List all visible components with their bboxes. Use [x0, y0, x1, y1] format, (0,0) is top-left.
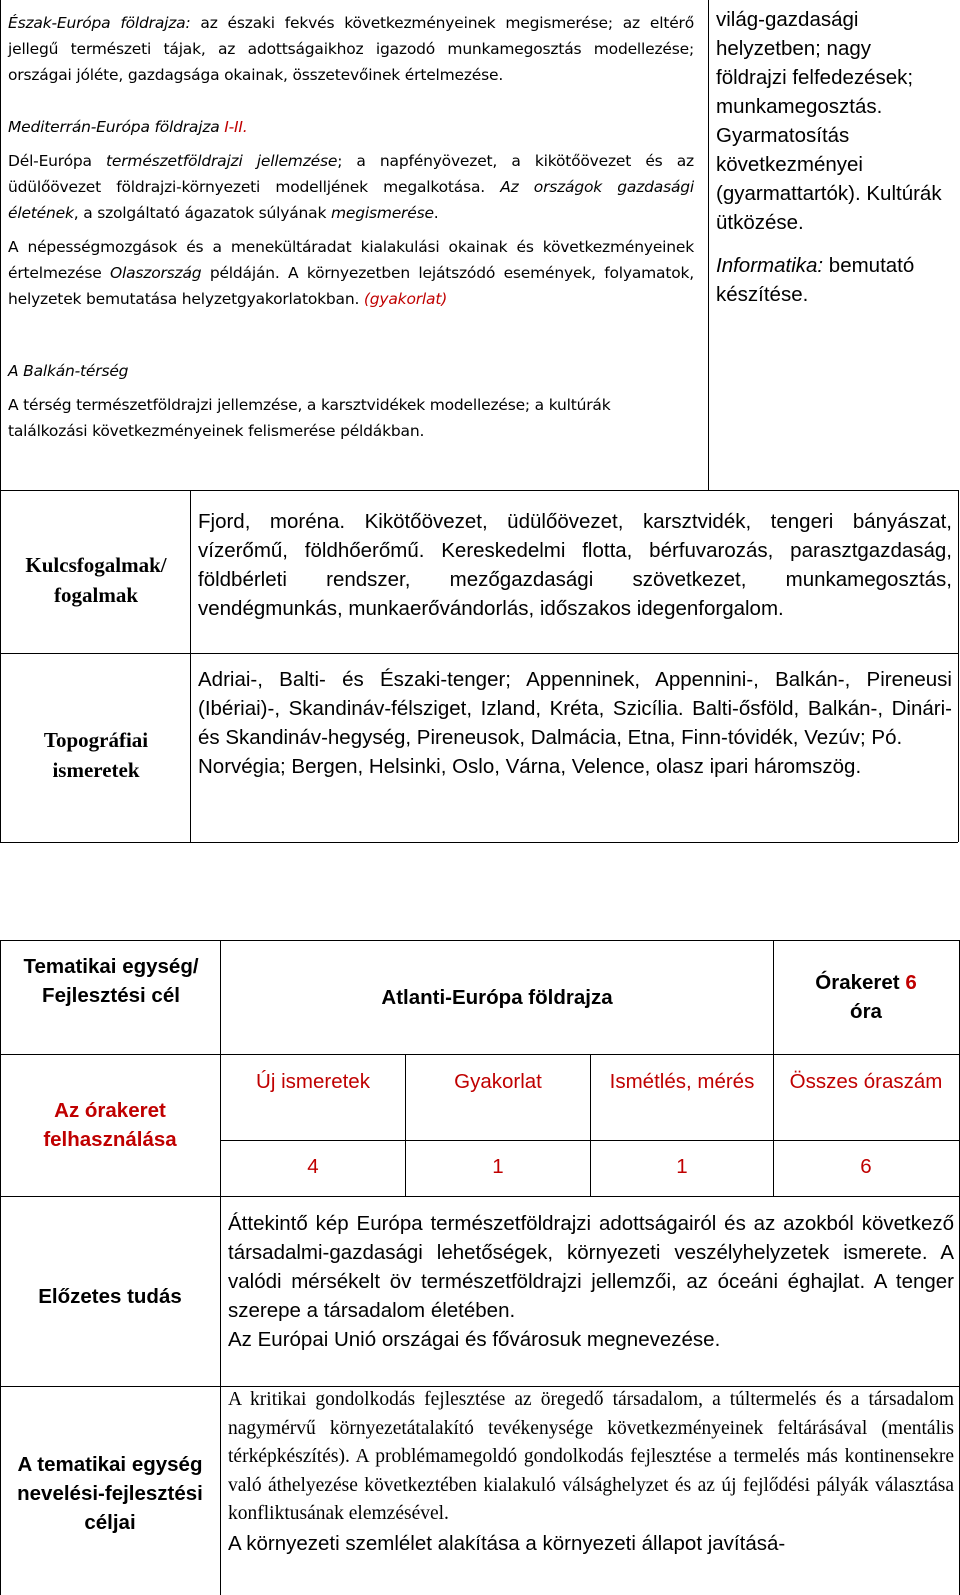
- usage-value-new: 4: [307, 1155, 319, 1178]
- key-concepts-text: Fjord, moréna. Kikötőövezet, üdülőövezet, karsztvidék, tengeri bányászat, vízerőmű, földhőerőmű. Kereskedelmi flotta, bérfuvarozás, parasztgazdaság, földbérleti rendszer, mezőgazdasági szövetkezet, munkamegosztás, vendégmunkás, munkaerővándorlás, időszakos idegenforgalom.: [198, 510, 952, 620]
- usage-value-total: 6: [860, 1155, 872, 1178]
- usage-value-practice: 1: [492, 1155, 504, 1178]
- prior-knowledge-label: Előzetes tudás: [38, 1285, 182, 1308]
- hours-frame: [786, 968, 946, 1026]
- unit-label: Tematikai egység/ Fejlesztési cél: [23, 955, 199, 1007]
- balkan-title: A Balkán-térség: [8, 362, 129, 380]
- top-right-text: világ-gazdasági helyzetben; nagy földrajzi felfedezések; munkamegosztás. Gyarmatosítás következményei (gyarmattartók). Kultúrák ütközése.: [716, 8, 942, 234]
- south-europe-paragraph: Dél-Európa természetföldrajzi jellemzése; a napfényövezet, a kikötőövezet és az üdülőövezet földrajzi-környezeti modelljének megalkotása. Az országok gazdasági életének, a szolgáltató ágazatok súlyának megismerése.: [8, 152, 694, 222]
- unit-title: Atlanti-Európa földrajza: [381, 986, 613, 1009]
- usage-header-review: Ismétlés, mérés: [609, 1070, 755, 1093]
- usage-header-total: Összes óraszám: [789, 1070, 943, 1093]
- informatics-note: Informatika: bemutató készítése.: [716, 254, 915, 306]
- key-concepts-label: Kulcsfogalmak/ fogalmak: [25, 553, 167, 607]
- hours-value: 6: [905, 971, 917, 994]
- goals-text: A kritikai gondolkodás fejlesztése az öregedő társadalom, a túltermelés és a társadalom nagymérvű környezetátalakító tevékenysége következményeinek feltárásával (mentális térképkészítés). A problémamegoldó gondolkodás fejlesztése a termelés más kontinensekre való áthelyezése következtében kialakuló válsághelyzet és az új fejlődési pályák választása konfliktusának elemzésével. A környezeti szemlélet alakítása a környezeti állapot javításá-: [228, 1389, 954, 1555]
- migration-paragraph: A népességmozgások és a menekültáradat kialakulási okainak és következményeinek értelmezése Olaszország példáján. A környezetben lejátszódó események, folyamatok, helyzetek bemutatása helyzetgyakorlatokban. (gyakorlat): [8, 238, 694, 308]
- north-europe-paragraph: Észak-Európa földrajza: az északi fekvés következményeinek megismerése; az eltérő jellegű természeti tájak, az adottságaikhoz igazodó munkamegosztás modellezése; országai jóléte, gazdagsága okainak, összetevőinek értelmezése.: [8, 14, 694, 84]
- usage-value-review: 1: [676, 1155, 688, 1178]
- usage-header-new: Új ismeretek: [256, 1070, 370, 1093]
- hours-unit: óra: [850, 1000, 882, 1023]
- hours-label: Órakeret: [815, 971, 900, 994]
- north-europe-title: Észak-Európa földrajza:: [8, 14, 191, 32]
- goals-label: A tematikai egység nevelési-fejlesztési céljai: [17, 1453, 203, 1534]
- usage-header-practice: Gyakorlat: [454, 1070, 542, 1093]
- prior-knowledge-text: Áttekintő kép Európa természetföldrajzi adottságairól és az azokból következő társadalmi-gazdasági lehetőségek, környezeti veszélyhelyzetek ismerete. A valódi mérsékelt öv természetföldrajzi jellemzői, az óceáni éghajlat. A tenger szerepe a társadalom életében. Az Európai Unió országai és fővárosuk megnevezése.: [228, 1212, 954, 1351]
- top-left-cell: [8, 10, 694, 444]
- top-right-cell: [716, 5, 948, 309]
- topography-text: Adriai-, Balti- és Északi-tenger; Appenninek, Appennini-, Balkán-, Pireneusi (Ibériai)-, Skandináv-félsziget, Izland, Kréta, Szicília. Balti-ősföld, Balkán-, Dinári- és Skandináv-hegység, Pireneusok, Dalmácia, Etna, Finn-tóvidék, Vezúv; Pó. Norvégia; Bergen, Helsinki, Oslo, Várna, Velence, olasz ipari háromszög.: [198, 668, 952, 778]
- mediterranean-title: Mediterrán-Európa földrajza I-II.: [8, 118, 248, 136]
- balkan-paragraph: A térség természetföldrajzi jellemzése, a karsztvidékek modellezése; a kultúrák találkozási következményeinek felismerése példákban.: [8, 396, 611, 440]
- usage-label: Az órakeret felhasználása: [43, 1099, 177, 1151]
- topography-label: Topográfiai ismeretek: [43, 728, 149, 782]
